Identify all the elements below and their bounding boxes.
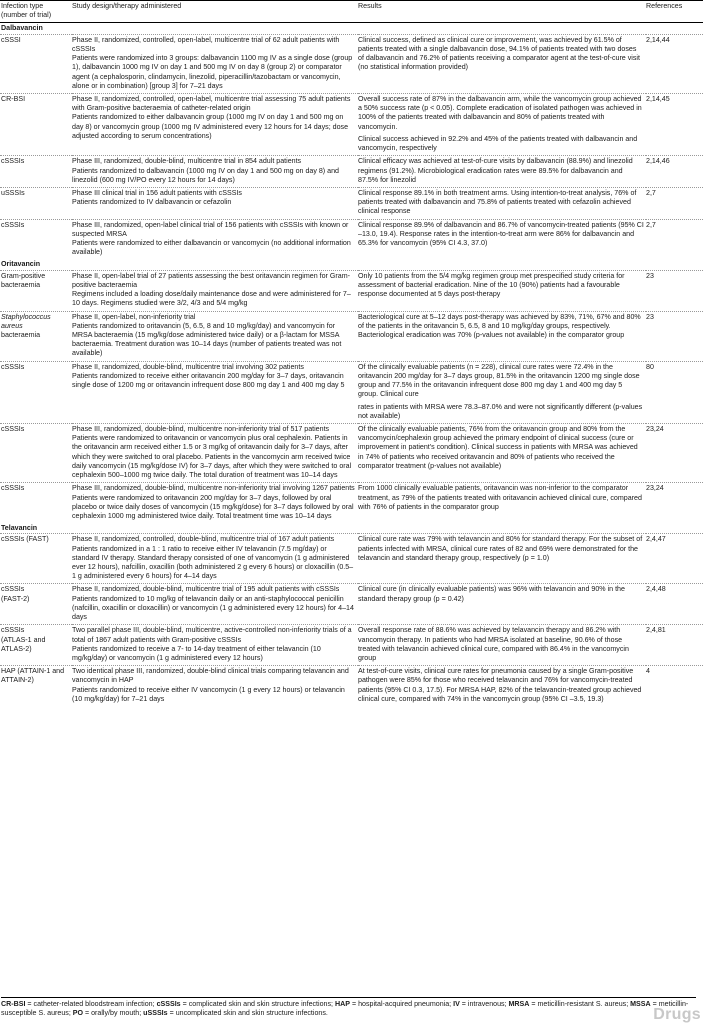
references-cell: 80 bbox=[646, 361, 703, 423]
study-design-paragraph: Phase II, randomized, double-blind, multicentre trial involving 302 patients bbox=[72, 362, 304, 371]
results-paragraph: Overall success rate of 87% in the dalbavancin arm, while the vancomycin group achieved a 50% success rate (p < 0.05). Complete eradication of isolated pathogen was achieved in 100% of the patients treated with dalbavancin and 80% of patients treated with vancomycin. bbox=[358, 94, 642, 131]
section-title: Dalbavancin bbox=[1, 24, 43, 33]
table-row bbox=[0, 34, 703, 93]
infection-type-line: cSSSIs bbox=[1, 626, 25, 635]
footnote-definition: = intravenous; bbox=[459, 1000, 509, 1008]
infection-type-cell bbox=[0, 219, 72, 259]
infection-type-line: bacteraemia bbox=[1, 331, 41, 339]
study-design-paragraph: Phase III, randomized, double-blind, multicentre trial in 854 adult patients bbox=[72, 157, 302, 166]
footnote-definition: = meticillin-resistant S. aureus; bbox=[529, 1000, 631, 1008]
results-paragraph: Clinical success achieved in 92.2% and 45% of the patients treated with dalbavancin and vancomycin, respectively bbox=[358, 134, 638, 153]
infection-type-line: uSSSIs bbox=[1, 188, 25, 197]
table-row bbox=[0, 311, 703, 361]
section-row bbox=[0, 23, 703, 34]
references-cell: 2,7 bbox=[646, 187, 703, 219]
results-paragraph: rates in patients with MRSA were 78.3–87.0% and were not significantly different (p-values not available) bbox=[358, 402, 643, 420]
study-design-paragraph: Phase II, randomized, controlled, double-blind, multicentre trial of 167 adult patients bbox=[72, 535, 335, 544]
infection-type-line: HAP (ATTAIN-1 and ATTAIN-2) bbox=[1, 667, 65, 685]
footnote-abbreviation: cSSSIs bbox=[156, 1000, 181, 1008]
study-design-paragraph: Two identical phase III, randomized, double-blind clinical trials comparing telavancin and vancomycin in HAP bbox=[72, 667, 349, 685]
infection-type-line: (ATLAS-1 and ATLAS-2) bbox=[1, 635, 46, 653]
infection-type-cell bbox=[0, 483, 72, 523]
study-design-paragraph: Patients randomized to oritavancin (5, 6.5, 8 and 10 mg/kg/day) and vancomycin for MRSA bacteraemia (15 mg/kg/dose administered twice daily) or a β-lactam for MSSA bacteraemia. Treatment duration was 10–14 days (number of patients treated was not available) bbox=[72, 321, 342, 358]
table-row bbox=[0, 625, 703, 666]
footnote-definition: = orally/by mouth; bbox=[83, 1009, 144, 1018]
section-row bbox=[0, 259, 703, 270]
infection-type-line: cSSSIs bbox=[1, 484, 25, 493]
infection-type-line: CR-BSI bbox=[1, 94, 26, 103]
footnote-definition: = catheter-related bloodstream infection; bbox=[25, 1000, 157, 1008]
study-design-paragraph: Phase II, randomized, controlled, open-label, multicentre trial of 62 adult patients with cSSSIs bbox=[72, 35, 340, 53]
results-paragraph: Of the clinically evaluable patients, 76% from the oritavancin group and 80% from the vancomycin/cephalexin group achieved the primary endpoint of clinical success (cure or improvement in patient's condition). Clinical success in patients with MRSA was achieved in 74% of patients who received oritavancin and 80% of patients who received the comparator treatment (p-values not available) bbox=[358, 424, 638, 470]
references-cell: 2,14,46 bbox=[646, 156, 703, 188]
infection-type-cell bbox=[0, 93, 72, 155]
results-cell bbox=[358, 534, 646, 584]
references-cell: 2,7 bbox=[646, 219, 703, 259]
infection-type-cell bbox=[0, 584, 72, 625]
header-references: References bbox=[646, 1, 703, 23]
footnote-definition: = hospital-acquired pneumonia; bbox=[349, 1000, 454, 1008]
references-cell: 23 bbox=[646, 270, 703, 311]
results-cell bbox=[358, 156, 646, 188]
references-cell: 23,24 bbox=[646, 483, 703, 523]
infection-type-line: cSSSIs bbox=[1, 220, 25, 229]
study-design-paragraph: Patients were randomized to oritavancin or vancomycin plus oral cephalexin. Patients in the oritavancin arm received either 1.5 or 3 mg/kg of oritavancin daily for 3–7 days, after which they were switched to oral placebo. Patients in the vancomycin arm received twice daily vancomycin (15 mg/kg/dose IV) for 3–7 days, after which they were switched to oral cephalexin 500–1000 mg twice daily. The total duration of treatment was 10–14 days bbox=[72, 434, 352, 480]
results-cell bbox=[358, 423, 646, 482]
results-cell bbox=[358, 93, 646, 155]
results-cell bbox=[358, 584, 646, 625]
table-row bbox=[0, 423, 703, 482]
section-title: Telavancin bbox=[1, 524, 38, 533]
footnote-abbreviation: HAP bbox=[335, 1000, 350, 1008]
study-design-cell bbox=[72, 534, 358, 584]
results-cell bbox=[358, 666, 646, 706]
section-row bbox=[0, 523, 703, 534]
footnote-abbreviation: uSSSIs bbox=[143, 1009, 168, 1018]
study-design-cell bbox=[72, 34, 358, 93]
study-design-cell bbox=[72, 311, 358, 361]
study-design-paragraph: Phase III, randomized, open-label clinical trial of 156 patients with cSSSIs with known or suspected MRSA bbox=[72, 220, 349, 238]
infection-type-cell bbox=[0, 423, 72, 482]
infection-type-line: Gram-positive bacteraemia bbox=[1, 271, 46, 289]
references-cell: 2,4,48 bbox=[646, 584, 703, 625]
table-row bbox=[0, 187, 703, 219]
results-paragraph: Bacteriological cure at 5–12 days post-therapy was achieved by 83%, 71%, 67% and 80% of the patients in the oritavancin 5, 6.5, 8 and 10 mg/kg/day groups, respectively. Bacteriological eradication was 70% (p-values not available) in the comparator group bbox=[358, 312, 641, 339]
study-design-paragraph: Patients randomized in a 1 : 1 ratio to receive either IV telavancin (7.5 mg/day) or standard IV therapy. Standard therapy consisted of one of vancomycin (1 g administered ever 12 hours), nafcillin, oxacillin (both administered 2 g every 6 hours) or cloxacillin (0.5–1 g administered every 6 hours) for 4–14 days bbox=[72, 544, 354, 581]
table-row bbox=[0, 584, 703, 625]
study-design-paragraph: Patients randomized to receive a 7- to 14-day treatment of either telavancin (10 mg/kg/day) or vancomycin (1 g administered every 12 hours) bbox=[72, 644, 321, 662]
study-design-paragraph: Patients randomized to IV dalbavancin or cefazolin bbox=[72, 198, 232, 207]
results-cell bbox=[358, 34, 646, 93]
footnote-definition: = complicated skin and skin structure infections; bbox=[180, 1000, 335, 1008]
journal-watermark: Drugs bbox=[653, 1006, 701, 1023]
infection-type-line: cSSSI bbox=[1, 35, 21, 44]
references-cell: 2,14,45 bbox=[646, 93, 703, 155]
table-header-row bbox=[0, 1, 703, 23]
table-body bbox=[0, 23, 703, 706]
header-infection-type: Infection type (number of trial) bbox=[0, 1, 72, 23]
table-footnote bbox=[1, 997, 696, 1018]
study-design-paragraph: Patients were randomized to oritavancin 200 mg/day for 3–7 days, followed by oral placebo or twice daily doses of vancomycin (15 mg/kg/dose) for 3–7 days followed by oral cephalexin 1000 mg administered twice daily. Total treatment time was 10–14 days bbox=[72, 493, 354, 520]
results-paragraph: Of the clinically evaluable patients (n = 228), clinical cure rates were 72.4% in the oritavancin 200 mg/day for 3–7 days group, 81.5% in the oritavancin 1200 mg single dose group and 77.5% in the oritavancin infrequent dose 800 mg day 1 and 400 mg day 5 group. Clinical cure bbox=[358, 362, 640, 399]
references-cell: 4 bbox=[646, 666, 703, 706]
section-title: Oritavancin bbox=[1, 260, 41, 269]
study-design-cell bbox=[72, 361, 358, 423]
study-design-paragraph: Patients randomized to receive either oritavancin 200 mg/day for 3–7 days, oritavancin single dose of 1200 mg or oritavancin infrequent dose 800 mg day 1 and 400 mg day 5 bbox=[72, 371, 345, 390]
table-row bbox=[0, 156, 703, 188]
footnote-abbreviation: IV bbox=[453, 1000, 460, 1008]
references-cell: 23,24 bbox=[646, 423, 703, 482]
results-cell bbox=[358, 270, 646, 311]
footnote-definition: = meticillin-susceptible S. aureus; bbox=[1, 1000, 689, 1018]
infection-type-line: cSSSIs bbox=[1, 362, 25, 371]
references-cell: 2,14,44 bbox=[646, 34, 703, 93]
study-design-cell bbox=[72, 423, 358, 482]
results-paragraph: At test-of-cure visits, clinical cure rates for pneumonia caused by a single Gram-positive pathogen were 85% for those who received telavancin and 76% for vancomycin-treated patients (95% CI 0.3, 17.5). For MRSA HAP, 82% of the telavancin-treated group achieved clinical cure, compared with 74% in the vancomycin group (95% CI –3.5, 19.3) bbox=[358, 667, 642, 703]
study-design-paragraph: Regimens included a loading dose/daily maintenance dose and were administered for 7–10 days. Regimens studied were 3/2, 4/3 and 5/4 mg/kg bbox=[72, 290, 351, 308]
study-design-paragraph: Phase III, randomized, double-blind, multicentre non-inferiority trial of 517 patients bbox=[72, 424, 330, 433]
footnote-abbreviation: CR-BSI bbox=[1, 1000, 26, 1008]
footnote-abbreviation: MRSA bbox=[508, 1000, 530, 1008]
footnote-abbreviation: PO bbox=[72, 1009, 84, 1018]
study-design-paragraph: Patients randomized to dalbavancin (1000 mg IV on day 1 and 500 mg on day 8) and linezolid (600 mg IV/PO every 12 hours for 14 days) bbox=[72, 166, 339, 184]
infection-type-line: (FAST-2) bbox=[1, 594, 30, 603]
table-row bbox=[0, 483, 703, 523]
results-paragraph: Clinical efficacy was achieved at test-of-cure visits by dalbavancin (88.9%) and linezolid regimens (91.2%). Microbiological eradication rates were 89.5% for dalbavancin and 87.5% for linezolid bbox=[358, 157, 633, 184]
table-row bbox=[0, 666, 703, 706]
results-paragraph: Clinical cure (in clinically evaluable patients) was 96% with telavancin and 90% in the standard therapy group (p = 0.42) bbox=[358, 585, 625, 603]
infection-type-line: cSSSIs bbox=[1, 157, 25, 166]
header-study-design: Study design/therapy administered bbox=[72, 1, 358, 23]
infection-type-cell bbox=[0, 270, 72, 311]
table-row bbox=[0, 534, 703, 584]
study-design-cell bbox=[72, 666, 358, 706]
results-paragraph: Clinical success, defined as clinical cure or improvement, was achieved by 61.5% of patients treated with a single dalbavancin dose, 94.1% of patients treated with two doses of dalbavancin and 76.2% of patients receiving a comparator agent at the test-of-cure visit (no statistical information provided) bbox=[358, 35, 640, 72]
study-design-paragraph: Phase II, randomized, controlled, open-label, multicentre trial assessing 75 adult patients with Gram-positive bacteraemia of catheter-related origin bbox=[72, 94, 351, 113]
results-paragraph: Overall response rate of 88.6% was achieved by telavancin therapy and 86.2% with vancomycin therapy. In patients who had MRSA isolated at baseline, 90.6% of those treated with telavancin achieved clinical cure, compared with 86.4% in the vancomycin group bbox=[358, 626, 629, 662]
results-cell bbox=[358, 219, 646, 259]
results-cell bbox=[358, 187, 646, 219]
footnote-definition: = uncomplicated skin and skin structure infections. bbox=[167, 1009, 328, 1018]
results-paragraph: From 1000 clinically evaluable patients, oritavancin was non-inferior to the comparator treatment, as 79% of the patients treated with oritavancin achieved clinical cure, compared with 76% of patients in the comparator group bbox=[358, 484, 642, 511]
infection-type-line: cSSSIs bbox=[1, 585, 25, 594]
infection-type-cell bbox=[0, 625, 72, 666]
references-cell: 2,4,47 bbox=[646, 534, 703, 584]
study-design-paragraph: Patients were randomized into 3 groups: dalbavancin 1100 mg IV as a single dose (group 1), dalbavancin 1000 mg IV on day 1 and 500 mg IV on day 8 (group 2) or comparator agent (a cephalosporin, clindamycin, linezolid, piperacillin/tazobactam or vancomycin, alone or in combination) [group 3] for 7–21 days bbox=[72, 54, 353, 90]
results-cell bbox=[358, 361, 646, 423]
results-cell bbox=[358, 311, 646, 361]
infection-type-cell bbox=[0, 666, 72, 706]
table-row bbox=[0, 93, 703, 155]
infection-type-line: cSSSIs (FAST) bbox=[1, 535, 49, 544]
study-design-paragraph: Phase II, open-label trial of 27 patients assessing the best oritavancin regimen for Gram-positive bacteraemia bbox=[72, 271, 350, 289]
study-design-cell bbox=[72, 219, 358, 259]
infection-type-cell bbox=[0, 534, 72, 584]
infection-type-line: Staphylococcus aureus bbox=[1, 312, 51, 330]
references-cell: 23 bbox=[646, 311, 703, 361]
study-design-cell bbox=[72, 187, 358, 219]
study-design-paragraph: Patients were randomized to either dalbavancin or vancomycin (no additional information available) bbox=[72, 239, 351, 257]
study-design-cell bbox=[72, 93, 358, 155]
study-design-paragraph: Phase II, randomized, double-blind, multicentre trial of 195 adult patients with cSSSIs bbox=[72, 585, 340, 594]
results-cell bbox=[358, 625, 646, 666]
study-design-paragraph: Patients randomized to receive either IV vancomycin (1 g every 12 hours) or telavancin (10 mg/kg/day) for 7–21 days bbox=[72, 685, 345, 703]
study-design-cell bbox=[72, 584, 358, 625]
results-paragraph: Clinical response 89.9% of dalbavancin and 86.7% of vancomycin-treated patients (95% CI –13.0, 19.4). Response rates in the intention-to-treat arm were 86% for dalbavancin and 65.3% for vancomycin (95% CI 4.3, 37.0) bbox=[358, 220, 644, 248]
study-design-paragraph: Two parallel phase III, double-blind, multicentre, active-controlled non-inferiority trials of a total of 1867 adult patients with Gram-positive cSSSIs bbox=[72, 626, 352, 644]
study-design-paragraph: Patients randomized to either dalbavancin group (1000 mg IV on day 1 and 500 mg on day 8) or vancomycin group (1000 mg IV administered every 12 hours for 14 days; dose adjusted according to serum concentrations) bbox=[72, 113, 349, 140]
table-row bbox=[0, 361, 703, 423]
study-design-cell bbox=[72, 625, 358, 666]
study-design-cell bbox=[72, 270, 358, 311]
infection-type-cell bbox=[0, 361, 72, 423]
results-paragraph: Only 10 patients from the 5/4 mg/kg regimen group met prespecified study criteria for assessment of bacterial eradication. Nine of the 10 (90%) patients had a favourable response documented at 5 days post-therapy bbox=[358, 271, 625, 299]
study-design-paragraph: Phase II, open-label, non-inferiority trial bbox=[72, 312, 196, 321]
infection-type-cell bbox=[0, 311, 72, 361]
footnote-abbreviation: MSSA bbox=[630, 1000, 651, 1008]
study-design-paragraph: Phase III clinical trial in 156 adult patients with cSSSIs bbox=[72, 188, 242, 197]
study-design-cell bbox=[72, 483, 358, 523]
header-results: Results bbox=[358, 1, 646, 23]
table-row bbox=[0, 270, 703, 311]
results-cell bbox=[358, 483, 646, 523]
table-row bbox=[0, 219, 703, 259]
infection-type-cell bbox=[0, 156, 72, 188]
results-paragraph: Clinical response 89.1% in both treatment arms. Using intention-to-treat analysis, 76% of patients treated with dalbavancin and 75.8% of patients treated with cefazolin achieved clinical response bbox=[358, 188, 637, 216]
infection-type-cell bbox=[0, 187, 72, 219]
study-design-paragraph: Phase III, randomized, double-blind, multicentre non-inferiority trial involving 1267 patients bbox=[72, 484, 355, 493]
infection-type-line: cSSSIs bbox=[1, 424, 25, 433]
infection-type-cell bbox=[0, 34, 72, 93]
study-design-paragraph: Patients randomized to 10 mg/kg of telavancin daily or an anti-staphylococcal penicillin (nafcillin, oxacillin or cloxacillin) or vancomycin (1 g administered every 12 hours) for 4–14 days bbox=[72, 594, 354, 622]
results-paragraph: Clinical cure rate was 79% with telavancin and 80% for standard therapy. For the subset of patients infected with MRSA, clinical cure rates of 82 and 69% were demonstrated for the telavancin and standard therapy group, respectively (p = 1.0) bbox=[358, 535, 643, 562]
study-design-cell bbox=[72, 156, 358, 188]
references-cell: 2,4,81 bbox=[646, 625, 703, 666]
